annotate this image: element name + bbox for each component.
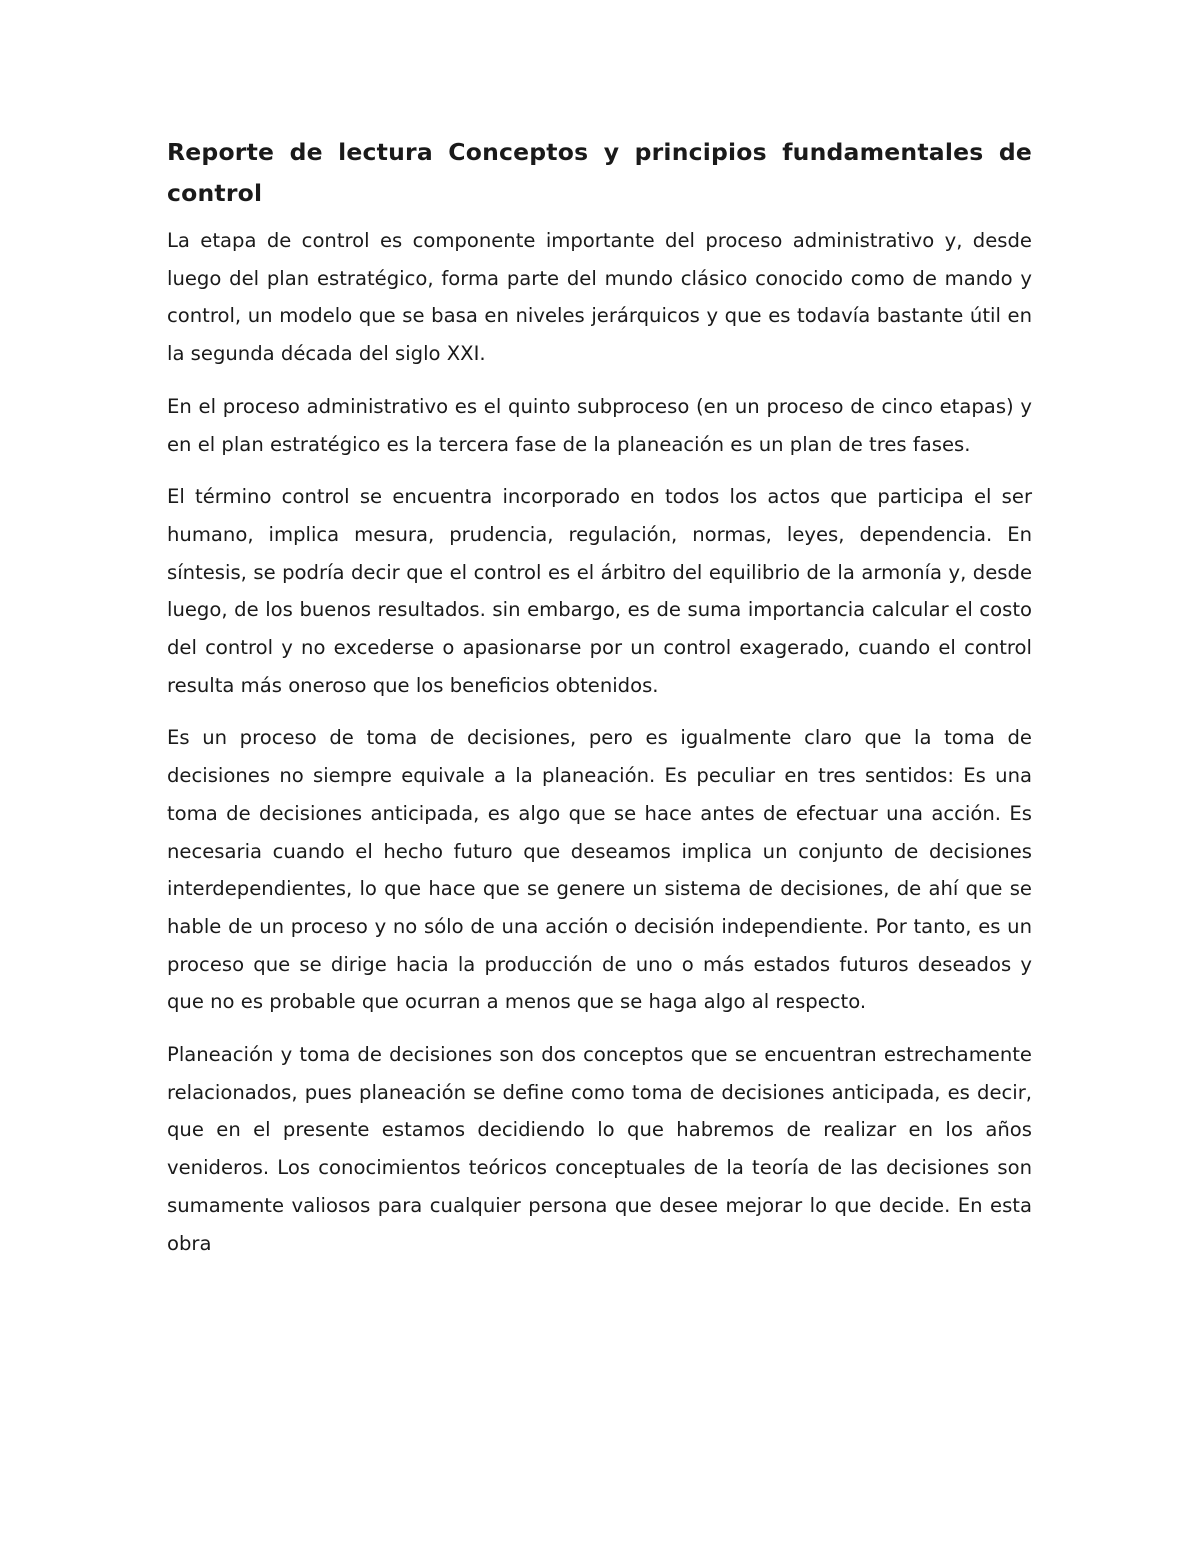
paragraph-4: Es un proceso de toma de decisiones, pero es igualmente claro que la toma de decisiones no siempre equivale a la planeación. Es peculiar en tres sentidos: Es una toma de decisiones anticipada, es algo que se hace antes de efectuar una acción. Es necesaria cuando el hecho futuro que deseamos implica un conjunto de decisiones interdependientes, lo que hace que se genere un sistema de decisiones, de ahí que se hable de un proceso y no sólo de una acción o decisión independiente. Por tanto, es un proceso que se dirige hacia la producción de uno o más estados futuros deseados y que no es probable que ocurran a menos que se haga algo al respecto. [167, 726, 1032, 1014]
document-title: Reporte de lectura Conceptos y principios fundamentales de control [167, 138, 1032, 207]
paragraph-1: La etapa de control es componente importante del proceso administrativo y, desde luego del plan estratégico, forma parte del mundo clásico conocido como de mando y control, un modelo que se basa en niveles jerárquicos y que es todavía bastante útil en la segunda década del siglo XXI. [167, 229, 1032, 366]
paragraph-5: Planeación y toma de decisiones son dos conceptos que se encuentran estrechamente relacionados, pues planeación se define como toma de decisiones anticipada, es decir, que en el presente estamos decidiendo lo que habremos de realizar en los años venideros. Los conocimientos teóricos conceptuales de la teoría de las decisiones son sumamente valiosos para cualquier persona que desee mejorar lo que decide. En esta obra [167, 1043, 1032, 1255]
paragraph-3: El término control se encuentra incorporado en todos los actos que participa el ser humano, implica mesura, prudencia, regulación, normas, leyes, dependencia. En síntesis, se podría decir que el control es el árbitro del equilibrio de la armonía y, desde luego, de los buenos resultados. sin embargo, es de suma importancia calcular el costo del control y no excederse o apasionarse por un control exagerado, cuando el control resulta más oneroso que los beneficios obtenidos. [167, 485, 1032, 697]
paragraph-2: En el proceso administrativo es el quinto subproceso (en un proceso de cinco etapas) y en el plan estratégico es la tercera fase de la planeación es un plan de tres fases. [167, 394, 1032, 456]
document-body [167, 132, 1032, 1262]
